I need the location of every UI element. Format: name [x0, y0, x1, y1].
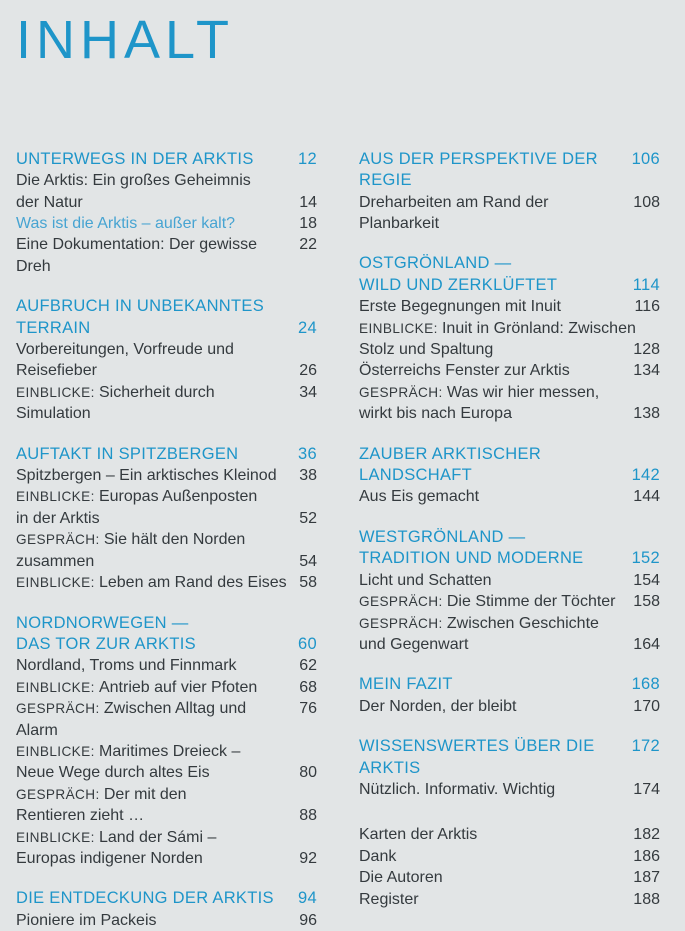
- entry-line: [16, 382, 317, 425]
- page-number: 158: [633, 593, 660, 611]
- section-header-line: [16, 318, 317, 339]
- entry-prefix: EINBLICKE:: [16, 384, 99, 400]
- section-header-text: AUFTAKT IN SPITZBERGEN: [16, 444, 239, 463]
- toc-section: [16, 888, 317, 931]
- entry-text: Stolz und Spaltung: [359, 341, 494, 359]
- toc-entry: [16, 339, 317, 382]
- entry-text: Karten der Arktis: [359, 826, 478, 844]
- entry-text: Register: [359, 890, 419, 908]
- section-header-text: TERRAIN: [16, 318, 91, 337]
- entry-prefix: GESPRÄCH:: [359, 615, 447, 631]
- section-header-line: [359, 253, 660, 274]
- page-number: 14: [299, 193, 317, 211]
- entry-line: [16, 784, 317, 805]
- page-number: 186: [633, 847, 660, 865]
- entry-line: [16, 213, 317, 234]
- entry-line: [16, 655, 317, 676]
- entry-line: [359, 360, 660, 381]
- entry-text: GESPRÄCH: Zwischen Alltag und Alarm: [16, 700, 247, 739]
- section-header-text: DAS TOR ZUR ARKTIS: [16, 634, 196, 653]
- toc-entry: [359, 318, 660, 361]
- entry-text: Österreichs Fenster zur Arktis: [359, 362, 570, 380]
- page-number: 116: [634, 298, 660, 316]
- page-number: 172: [631, 737, 660, 756]
- toc-entry: [359, 382, 660, 425]
- page-number: 114: [632, 275, 660, 294]
- toc-entry: [359, 696, 660, 717]
- toc-entry: [16, 784, 317, 827]
- toc-entry: [16, 170, 317, 213]
- section-header-text: AUS DER PERSPEKTIVE DER REGIE: [359, 149, 598, 190]
- toc-entry: [359, 192, 660, 235]
- section-header-text: UNTERWEGS IN DER ARKTIS: [16, 149, 254, 168]
- entry-text: EINBLICKE: Land der Sámi –: [16, 828, 217, 846]
- section-header-line: [359, 444, 660, 465]
- toc-entry: [16, 910, 317, 931]
- page-number: 96: [299, 911, 317, 929]
- entry-line: [359, 318, 660, 339]
- entry-line: [16, 762, 317, 783]
- entry-line: [16, 741, 317, 762]
- toc-columns: [16, 149, 660, 931]
- entry-line: [16, 848, 317, 869]
- entry-prefix: GESPRÄCH:: [359, 594, 447, 610]
- section-header-line: [359, 527, 660, 548]
- section-header-line: [359, 275, 660, 296]
- entry-text: Licht und Schatten: [359, 571, 492, 589]
- entry-text: zusammen: [16, 552, 95, 570]
- page-number: 106: [631, 149, 660, 168]
- page-number: 168: [631, 675, 660, 694]
- entry-text: Die Autoren: [359, 869, 443, 887]
- entry-line: [359, 779, 660, 800]
- section-header-text: ZAUBER ARKTISCHER: [359, 444, 542, 463]
- entry-text: Dreharbeiten am Rand der Planbarkeit: [359, 193, 549, 233]
- entry-text: Neue Wege durch altes Eis: [16, 764, 210, 782]
- toc-section: [359, 444, 660, 508]
- entry-text: GESPRÄCH: Sie hält den Norden: [16, 531, 246, 549]
- entry-line: [16, 486, 317, 507]
- section-header-text: AUFBRUCH IN UNBEKANNTES: [16, 297, 265, 316]
- toc-entry: [359, 867, 660, 888]
- page-number: 80: [299, 764, 317, 782]
- entry-text: GESPRÄCH: Der mit den: [16, 785, 187, 803]
- entry-text: Dank: [359, 847, 397, 865]
- page-number: 34: [299, 383, 317, 401]
- entry-line: [359, 339, 660, 360]
- entry-line: [16, 551, 317, 572]
- page-number: 94: [298, 889, 317, 908]
- entry-line: [16, 572, 317, 593]
- entry-text: Aus Eis gemacht: [359, 488, 480, 506]
- page-number: 108: [633, 193, 660, 211]
- entry-line: [16, 827, 317, 848]
- section-header: [16, 613, 317, 656]
- entry-line: [16, 910, 317, 931]
- toc-section: [359, 674, 660, 717]
- entry-text: der Natur: [16, 193, 83, 211]
- toc-entry: [359, 570, 660, 591]
- entry-text: EINBLICKE: Inuit in Grönland: Zwischen: [359, 319, 636, 337]
- page-number: 38: [299, 467, 317, 485]
- toc-entry: [16, 213, 317, 234]
- page-number: 62: [299, 657, 317, 675]
- entry-line: [359, 634, 660, 655]
- entry-line: [359, 867, 660, 888]
- toc-entry: [16, 382, 317, 425]
- section-header-line: [359, 149, 660, 192]
- page-number: 182: [633, 826, 660, 844]
- toc-entry: [16, 572, 317, 593]
- entry-text: Eine Dokumentation: Der gewisse Dreh: [16, 236, 258, 275]
- toc-entry: [359, 486, 660, 507]
- entry-line: [359, 192, 660, 235]
- page-number: 174: [633, 780, 660, 798]
- section-header-text: WISSENSWERTES ÜBER DIE ARKTIS: [359, 737, 595, 777]
- entry-line: [359, 696, 660, 717]
- page-number: 22: [299, 236, 317, 254]
- section-header-text: WILD UND ZERKLÜFTET: [359, 275, 558, 294]
- entry-text: EINBLICKE: Sicherheit durch Simulation: [16, 383, 215, 423]
- section-header-line: [16, 634, 317, 655]
- section-header-line: [16, 296, 317, 317]
- toc-entry: [359, 296, 660, 317]
- toc-section: [359, 736, 660, 800]
- entry-prefix: EINBLICKE:: [16, 829, 99, 845]
- page-number: 60: [298, 634, 317, 653]
- entry-text: Was ist die Arktis – außer kalt?: [16, 215, 236, 233]
- entry-line: [16, 805, 317, 826]
- entry-prefix: GESPRÄCH:: [16, 701, 104, 717]
- section-header-line: [16, 613, 317, 634]
- page-number: 134: [633, 362, 660, 380]
- entry-text: Nützlich. Informativ. Wichtig: [359, 780, 556, 798]
- entry-prefix: GESPRÄCH:: [16, 786, 104, 802]
- entry-line: [16, 465, 317, 486]
- section-header: [359, 444, 660, 487]
- page-number: 54: [299, 552, 317, 570]
- section-header: [16, 296, 317, 339]
- entry-text: GESPRÄCH: Die Stimme der Töchter: [359, 593, 616, 611]
- page-number: 18: [299, 215, 317, 233]
- entry-prefix: GESPRÄCH:: [359, 384, 447, 400]
- page-number: 88: [299, 807, 317, 825]
- section-header-line: [359, 465, 660, 486]
- section-header: [16, 444, 317, 465]
- toc-section: [16, 444, 317, 594]
- page-number: 144: [633, 488, 660, 506]
- toc-entry: [359, 613, 660, 656]
- entry-line: [16, 677, 317, 698]
- section-header: [359, 149, 660, 192]
- section-header-line: [16, 444, 317, 465]
- toc-entry: [16, 827, 317, 870]
- entry-line: [359, 570, 660, 591]
- toc-entry: [359, 591, 660, 612]
- entry-prefix: EINBLICKE:: [16, 743, 99, 759]
- entry-text: GESPRÄCH: Zwischen Geschichte: [359, 614, 599, 632]
- section-header: [16, 888, 317, 909]
- entry-line: [359, 889, 660, 910]
- entry-text: EINBLICKE: Europas Außenposten: [16, 488, 258, 506]
- entry-text: wirkt bis nach Europa: [359, 405, 512, 423]
- entry-line: [359, 296, 660, 317]
- entry-prefix: EINBLICKE:: [359, 320, 442, 336]
- entry-text: Pioniere im Packeis: [16, 911, 157, 929]
- section-header: [359, 736, 660, 779]
- toc-entry: [16, 655, 317, 676]
- page-number: 142: [631, 466, 660, 485]
- entry-line: [16, 234, 317, 277]
- entry-line: [359, 613, 660, 634]
- section-header: [16, 149, 317, 170]
- page-number: 152: [631, 549, 660, 568]
- page-number: 187: [633, 869, 660, 887]
- entry-text: Erste Begegnungen mit Inuit: [359, 298, 561, 316]
- entry-line: [16, 192, 317, 213]
- page-number: 68: [299, 678, 317, 696]
- toc-section: [359, 149, 660, 235]
- page-number: 188: [633, 890, 660, 908]
- entry-text: EINBLICKE: Antrieb auf vier Pfoten: [16, 678, 258, 696]
- toc-entry: [16, 677, 317, 698]
- page-number: 164: [633, 635, 660, 653]
- section-header-text: MEIN FAZIT: [359, 675, 453, 694]
- page-number: 24: [298, 318, 317, 337]
- entry-line: [16, 339, 317, 360]
- toc-entry: [16, 234, 317, 277]
- page-number: 154: [633, 571, 660, 589]
- toc-section: [359, 527, 660, 655]
- entry-line: [359, 486, 660, 507]
- entry-line: [359, 403, 660, 424]
- toc-entry: [359, 889, 660, 910]
- entry-prefix: GESPRÄCH:: [16, 532, 104, 548]
- entry-text: EINBLICKE: Leben am Rand des Eises: [16, 574, 287, 592]
- toc-entry: [16, 486, 317, 529]
- entry-text: Europas indigener Norden: [16, 849, 203, 867]
- toc-entry: [16, 465, 317, 486]
- entry-text: Reisefieber: [16, 362, 97, 380]
- section-header-text: DIE ENTDECKUNG DER ARKTIS: [16, 889, 274, 908]
- section-header: [359, 527, 660, 570]
- page-number: 92: [299, 849, 317, 867]
- toc-entry: [359, 824, 660, 845]
- entry-line: [16, 529, 317, 550]
- entry-line: [16, 698, 317, 741]
- section-header-line: [359, 548, 660, 569]
- entry-text: Spitzbergen – Ein arktisches Kleinod: [16, 467, 277, 485]
- section-header-line: [16, 149, 317, 170]
- page-number: 128: [633, 341, 660, 359]
- section-header-line: [359, 736, 660, 779]
- entry-text: Nordland, Troms und Finnmark: [16, 657, 237, 675]
- section-header-text: WESTGRÖNLAND —: [359, 527, 526, 546]
- entry-text: und Gegenwart: [359, 635, 469, 653]
- page-number: 12: [298, 149, 317, 168]
- entry-line: [359, 824, 660, 845]
- toc-section: [16, 613, 317, 870]
- entry-text: Die Arktis: Ein großes Geheimnis: [16, 172, 251, 190]
- entry-text: Rentieren zieht …: [16, 807, 145, 825]
- toc-entry: [16, 741, 317, 784]
- section-header-text: TRADITION UND MODERNE: [359, 549, 584, 568]
- toc-entry: [359, 779, 660, 800]
- page-number: 26: [299, 362, 317, 380]
- section-header-line: [359, 674, 660, 695]
- toc-section: [16, 296, 317, 424]
- toc-column-left: [16, 149, 317, 931]
- page-number: 76: [299, 700, 317, 718]
- section-header-text: LANDSCHAFT: [359, 466, 473, 485]
- entry-line: [16, 170, 317, 191]
- entry-line: [16, 508, 317, 529]
- section-header-text: NORDNORWEGEN —: [16, 613, 189, 632]
- entry-line: [359, 382, 660, 403]
- page-title: INHALT: [16, 10, 235, 70]
- section-header-text: OSTGRÖNLAND —: [359, 254, 512, 273]
- entry-line: [359, 591, 660, 612]
- section-header: [359, 253, 660, 296]
- entry-prefix: EINBLICKE:: [16, 575, 99, 591]
- toc-entry: [16, 698, 317, 741]
- section-header: [359, 674, 660, 695]
- entry-text: in der Arktis: [16, 509, 100, 527]
- page-number: 36: [298, 444, 317, 463]
- entry-prefix: EINBLICKE:: [16, 679, 99, 695]
- section-header-line: [16, 888, 317, 909]
- toc-section: [359, 253, 660, 424]
- entry-text: Der Norden, der bleibt: [359, 697, 517, 715]
- entry-text: EINBLICKE: Maritimes Dreieck –: [16, 742, 241, 760]
- page-number: 138: [633, 405, 660, 423]
- toc-column-right: [359, 149, 660, 931]
- entry-prefix: EINBLICKE:: [16, 489, 99, 505]
- toc-entry: [16, 529, 317, 572]
- entry-text: GESPRÄCH: Was wir hier messen,: [359, 383, 600, 401]
- toc-section: [16, 149, 317, 277]
- page-number: 52: [299, 509, 317, 527]
- page-number: 170: [633, 697, 660, 715]
- toc-entry: [359, 360, 660, 381]
- toc-entry: [359, 846, 660, 867]
- toc-section: [359, 824, 660, 910]
- page-number: 58: [299, 574, 317, 592]
- entry-line: [16, 360, 317, 381]
- entry-line: [359, 846, 660, 867]
- entry-text: Vorbereitungen, Vorfreude und: [16, 341, 234, 359]
